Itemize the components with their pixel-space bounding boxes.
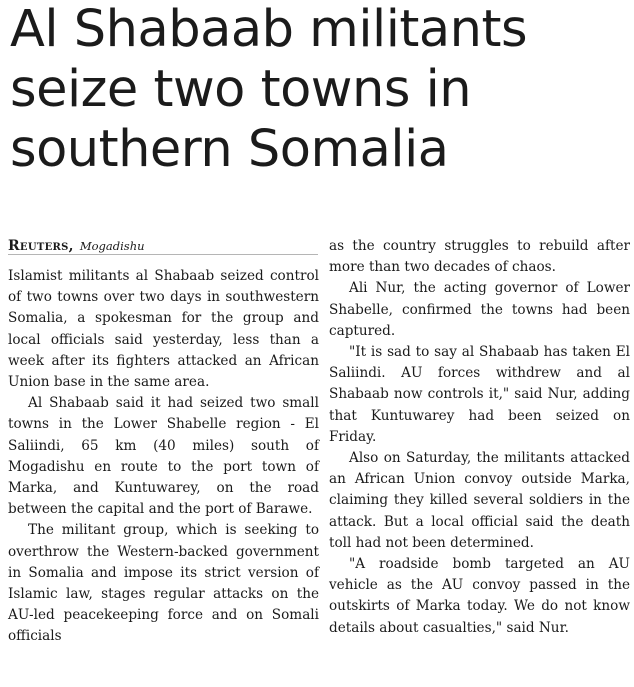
paragraph-lead: Islamist militants al Shabaab seized control of two towns over two days in southwestern Somalia, a spokesman for the group and local officials said yesterday, less than a week after its fighters attacked an African Union base in the same area.	[8, 268, 319, 391]
byline	[8, 236, 319, 258]
headline-line-2: seize two towns in	[10, 60, 472, 119]
paragraph: Ali Nur, the acting governor of Lower Shabelle, confirmed the towns had been captured.	[329, 280, 630, 339]
paragraph: Also on Saturday, the militants attacked an African Union convoy outside Marka, claiming they killed several soldiers in the attack. But a local official said the death toll had not been determined.	[329, 450, 630, 551]
paragraph: Al Shabaab said it had seized two small towns in the Lower Shabelle region - El Saliindi, 65 km (40 miles) south of Mogadishu en route to the port town of Marka, and Kuntuwarey, on the road between the capital and the port of Barawe.	[8, 395, 319, 518]
article-column-left	[8, 236, 319, 648]
byline-agency: Reuters,	[8, 238, 74, 254]
headline	[10, 0, 630, 180]
paragraph: "It is sad to say al Shabaab has taken El Saliindi. AU forces withdrew and al Shabaab now controls it," said Nur, adding that Kuntuwarey had been seized on Friday.	[329, 344, 630, 445]
paragraph: "A roadside bomb targeted an AU vehicle as the AU convoy passed in the outskirts of Marka today. We do not know details about casualties," said Nur.	[329, 556, 630, 636]
headline-line-1: Al Shabaab militants	[10, 0, 528, 59]
article-column-right	[329, 236, 630, 639]
paragraph-continued: as the country struggles to rebuild after more than two decades of chaos.	[329, 238, 630, 276]
byline-dateline: Mogadishu	[79, 239, 145, 253]
paragraph: The militant group, which is seeking to overthrow the Western-backed government in Somalia and impose its strict version of Islamic law, stages regular attacks on the AU-led peacekeeping force and on Somali officials	[8, 522, 319, 645]
headline-line-3: southern Somalia	[10, 120, 449, 179]
